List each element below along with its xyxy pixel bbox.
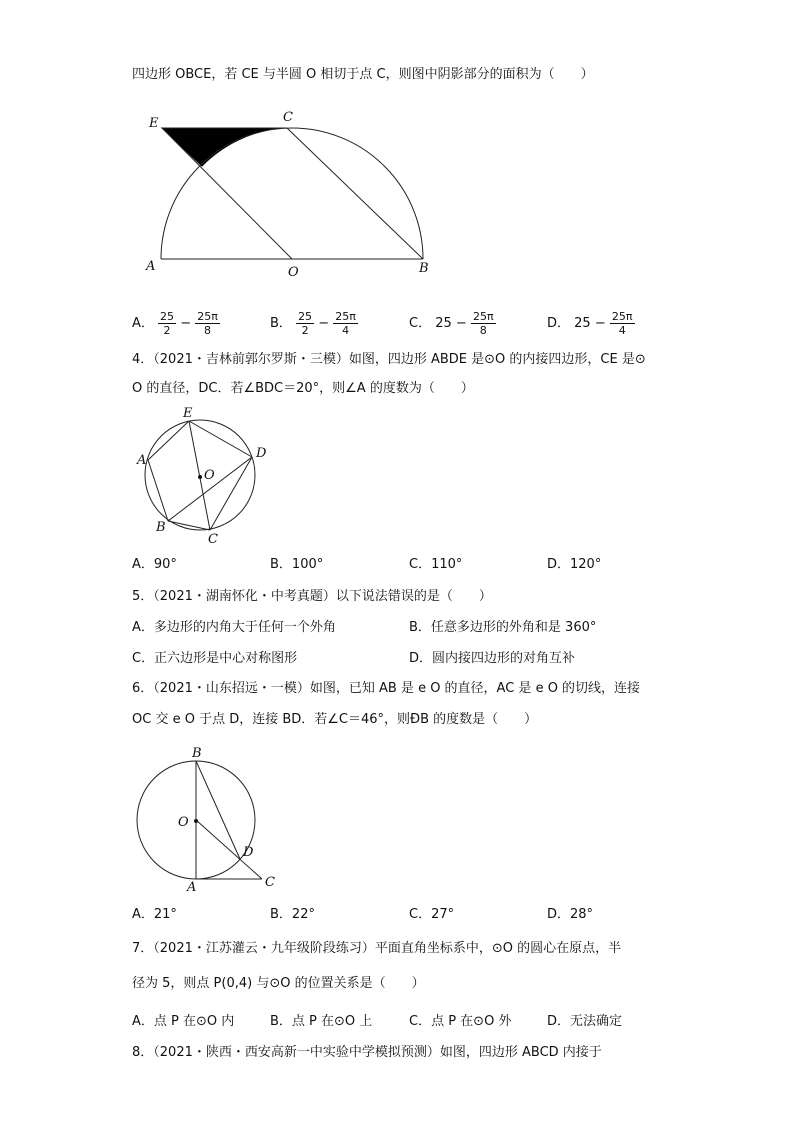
q7-options	[132, 1013, 692, 1043]
segment-CB	[287, 128, 423, 259]
label-A: A	[187, 880, 197, 895]
shaded-region	[162, 128, 280, 166]
segment-BD	[196, 761, 240, 859]
label-B: B	[192, 746, 202, 761]
label-E: E	[149, 116, 159, 131]
q3-option-c[interactable]: C． 25 − $\frac{25\pi}{8}$	[409, 310, 494, 337]
q7-option-c[interactable]: C．点 P 在⊙O 外	[409, 1014, 512, 1029]
q7-stem-line1: 7．（2021・江苏灌云・九年级阶段练习）平面直角坐标系中，⊙O 的圆心在原点，半	[132, 941, 622, 956]
label-D: D	[256, 446, 267, 461]
q8-stem-line1: 8．（2021・陕西・西安高新一中实验中学模拟预测）如图，四边形 ABCD 内接于	[132, 1045, 602, 1060]
q5-options-row2	[132, 650, 692, 680]
q5-options-row1	[132, 619, 692, 649]
q7-stem-line2: 径为 5，则点 P(0,4) 与⊙O 的位置关系是（ ）	[132, 976, 425, 991]
label-C: C	[208, 532, 218, 547]
label-D: D	[243, 845, 254, 860]
label-C: C	[283, 110, 293, 125]
q4-option-a[interactable]: A．90°	[132, 557, 177, 572]
q3-option-a[interactable]: A． $\frac{25}{2}$ − $\frac{25\pi}{8}$	[132, 310, 218, 337]
q6-stem-line1: 6．（2021・山东招远・一模）如图，已知 AB 是 e O 的直径，AC 是 e O 的切线，连接	[132, 681, 641, 696]
q3-stem: 四边形 OBCE，若 CE 与半圆 O 相切于点 C，则图中阴影部分的面积为（ ）	[132, 67, 594, 82]
segment-BD	[168, 457, 252, 521]
segment-DE	[189, 421, 252, 457]
q5-option-d[interactable]: D．圆内接四边形的对角互补	[409, 651, 576, 666]
label-O: O	[288, 265, 299, 280]
q3-options	[132, 310, 692, 340]
center-dot	[198, 475, 202, 479]
segment-DC	[210, 457, 252, 530]
label-C: C	[265, 875, 275, 890]
q4-option-c[interactable]: C．110°	[409, 557, 463, 572]
label-A: A	[146, 259, 156, 274]
label-B: B	[419, 261, 429, 276]
segment-EA	[148, 421, 189, 460]
q4-options	[132, 556, 692, 586]
q3-figure	[140, 100, 440, 280]
label-A: A	[137, 453, 147, 468]
q4-figure	[130, 405, 280, 550]
q6-option-a[interactable]: A．21°	[132, 907, 177, 922]
q4-stem-line1: 4．（2021・吉林前郭尔罗斯・三模）如图，四边形 ABDE 是⊙O 的内接四边形，CE 是⊙	[132, 352, 646, 367]
q5-option-b[interactable]: B．任意多边形的外角和是 360°	[409, 620, 597, 635]
segment-AB	[148, 460, 168, 521]
label-O: O	[204, 468, 215, 483]
label-E: E	[183, 406, 193, 421]
label-O: O	[178, 815, 189, 830]
q6-option-d[interactable]: D．28°	[547, 907, 594, 922]
q7-option-a[interactable]: A．点 P 在⊙O 内	[132, 1014, 235, 1029]
q3-option-b[interactable]: B． $\frac{25}{2}$ − $\frac{25\pi}{4}$	[270, 310, 356, 337]
label-B: B	[156, 520, 166, 535]
center-dot	[194, 819, 198, 823]
q4-stem-line2: O 的直径，DC．若∠BDC＝20°，则∠A 的度数为（ ）	[132, 381, 474, 396]
q6-figure	[170, 740, 290, 895]
segment-EO	[162, 128, 292, 259]
q6-options	[132, 906, 692, 936]
q5-option-a[interactable]: A．多边形的内角大于任何一个外角	[132, 620, 336, 635]
q4-option-d[interactable]: D．120°	[547, 557, 602, 572]
q7-option-d[interactable]: D．无法确定	[547, 1014, 623, 1029]
q6-option-b[interactable]: B．22°	[270, 907, 315, 922]
q4-option-b[interactable]: B．100°	[270, 557, 324, 572]
q7-option-b[interactable]: B．点 P 在⊙O 上	[270, 1014, 373, 1029]
q6-stem-line2: OC 交 e O 于点 D，连接 BD．若∠C＝46°，则ÐB 的度数是（ ）	[132, 712, 538, 727]
q3-option-d[interactable]: D． 25 − $\frac{25\pi}{4}$	[547, 310, 633, 337]
q5-option-c[interactable]: C．正六边形是中心对称图形	[132, 651, 298, 666]
q5-stem: 5．（2021・湖南怀化・中考真题）以下说法错误的是（ ）	[132, 589, 492, 604]
q6-option-c[interactable]: C．27°	[409, 907, 455, 922]
